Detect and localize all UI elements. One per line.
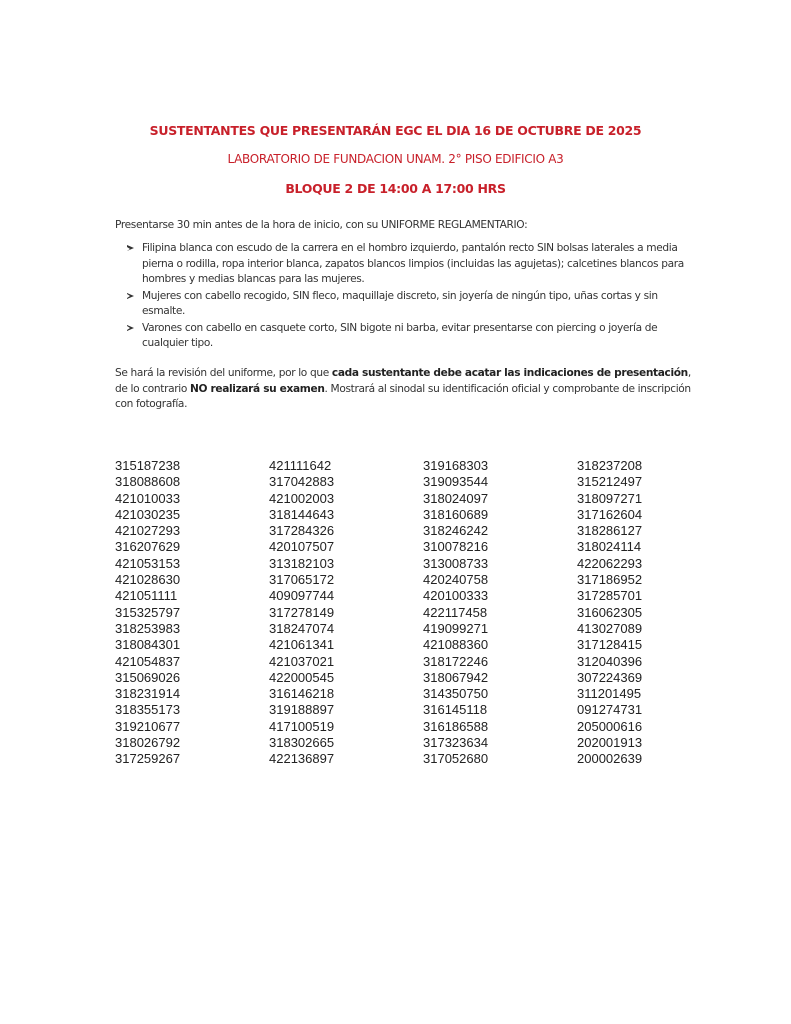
student-id: 318247074 bbox=[269, 620, 335, 636]
student-id: 421002003 bbox=[269, 490, 335, 506]
student-id: 409097744 bbox=[269, 588, 335, 604]
student-id: 318355173 bbox=[115, 702, 181, 718]
student-id: 421088360 bbox=[423, 637, 489, 653]
student-id: 421030235 bbox=[115, 506, 181, 522]
document-title: SUSTENTANTES QUE PRESENTARÁN EGC EL DIA 16 DE OCTUBRE DE 2025 bbox=[149, 123, 642, 138]
student-id: 318172246 bbox=[423, 653, 489, 669]
student-id: 318286127 bbox=[577, 523, 643, 539]
student-id: 315212497 bbox=[577, 474, 643, 490]
student-id-list bbox=[115, 458, 695, 768]
rule-item bbox=[115, 241, 695, 288]
student-id: 421028630 bbox=[115, 572, 181, 588]
student-id: 319093544 bbox=[423, 474, 489, 490]
student-id: 317186952 bbox=[577, 572, 643, 588]
student-id: 319188897 bbox=[269, 702, 335, 718]
student-id: 317128415 bbox=[577, 637, 643, 653]
student-id: 314350750 bbox=[423, 686, 489, 702]
student-id: 421053153 bbox=[115, 555, 181, 571]
rule-item bbox=[115, 289, 695, 320]
student-id: 316146218 bbox=[269, 686, 335, 702]
rule-item bbox=[115, 321, 695, 352]
student-id: 318024097 bbox=[423, 490, 489, 506]
student-id: 318026792 bbox=[115, 735, 181, 751]
student-id: 315069026 bbox=[115, 669, 181, 685]
student-id: 316207629 bbox=[115, 539, 181, 555]
student-id: 318237208 bbox=[577, 458, 643, 473]
student-id: 318088608 bbox=[115, 474, 181, 490]
notice-text: , de lo contrario bbox=[115, 367, 691, 395]
rule-text: Varones con cabello en casquete corto, SIN bigote ni barba, evitar presentarse con piercing o joyería de cualquier tipo. bbox=[142, 321, 658, 349]
uniform-notice bbox=[115, 366, 695, 413]
student-id: 421111642 bbox=[269, 458, 332, 473]
student-id: 317323634 bbox=[423, 735, 489, 751]
student-id: 318144643 bbox=[269, 506, 335, 522]
student-id: 420100333 bbox=[423, 588, 489, 604]
student-id: 316145118 bbox=[423, 702, 488, 718]
student-id: 317285701 bbox=[577, 588, 643, 604]
student-id: 317278149 bbox=[269, 604, 335, 620]
instructions-intro: Presentarse 30 min antes de la hora de inicio, con su UNIFORME REGLAMENTARIO: bbox=[115, 219, 528, 231]
student-id: 318302665 bbox=[269, 735, 335, 751]
student-id: 200002639 bbox=[577, 751, 643, 767]
student-id: 422117458 bbox=[423, 604, 488, 620]
student-id: 422000545 bbox=[269, 669, 335, 685]
rule-text: Mujeres con cabello recogido, SIN fleco, maquillaje discreto, sin joyería de ningún tipo, uñas cortas y sin esmalte. bbox=[142, 289, 658, 317]
student-id: 319210677 bbox=[115, 718, 181, 734]
student-id: 422062293 bbox=[577, 555, 643, 571]
student-id: 421027293 bbox=[115, 523, 181, 539]
student-id: 316186588 bbox=[423, 718, 489, 734]
exam-block-schedule: BLOQUE 2 DE 14:00 A 17:00 HRS bbox=[285, 181, 506, 196]
student-id: 318253983 bbox=[115, 620, 181, 636]
student-id: 205000616 bbox=[577, 718, 643, 734]
student-id: 317259267 bbox=[115, 751, 181, 767]
uniform-rules-list bbox=[115, 241, 695, 353]
student-id: 317065172 bbox=[269, 572, 335, 588]
student-id: 421054837 bbox=[115, 653, 181, 669]
student-id: 318246242 bbox=[423, 523, 489, 539]
student-id: 420240758 bbox=[423, 572, 489, 588]
arrowhead-bullet-icon bbox=[127, 241, 135, 262]
student-id: 422136897 bbox=[269, 751, 335, 767]
student-id: 202001913 bbox=[577, 735, 643, 751]
student-id: 318160689 bbox=[423, 506, 489, 522]
notice-emphasis: cada sustentante debe acatar las indicaciones de presentación bbox=[331, 367, 688, 379]
exam-location: LABORATORIO DE FUNDACION UNAM. 2° PISO EDIFICIO A3 bbox=[227, 152, 564, 166]
student-id: 421061341 bbox=[269, 637, 335, 653]
student-id: 417100519 bbox=[269, 718, 335, 734]
student-id: 315187238 bbox=[115, 458, 181, 473]
student-id: 317284326 bbox=[269, 523, 335, 539]
student-id: 311201495 bbox=[577, 686, 642, 702]
student-id: 419099271 bbox=[423, 620, 489, 636]
student-id: 317052680 bbox=[423, 751, 489, 767]
arrowhead-bullet-icon bbox=[127, 321, 135, 342]
student-id: 319168303 bbox=[423, 458, 489, 473]
student-id: 318231914 bbox=[115, 686, 181, 702]
student-id: 318097271 bbox=[577, 490, 643, 506]
student-id: 312040396 bbox=[577, 653, 643, 669]
student-id: 091274731 bbox=[577, 702, 643, 718]
notice-text: . Mostrará al sinodal su identificación oficial y comprobante de inscripción con fotografía. bbox=[115, 382, 691, 410]
student-id: 421037021 bbox=[269, 653, 335, 669]
student-id: 413027089 bbox=[577, 620, 643, 636]
student-id: 421051111 bbox=[115, 588, 178, 604]
student-id: 318084301 bbox=[115, 637, 181, 653]
student-id: 315325797 bbox=[115, 604, 181, 620]
arrowhead-bullet-icon bbox=[127, 289, 135, 310]
student-id: 310078216 bbox=[423, 539, 489, 555]
student-id: 318067942 bbox=[423, 669, 489, 685]
notice-text: Se hará la revisión del uniforme, por lo que bbox=[115, 367, 332, 379]
student-id: 307224369 bbox=[577, 669, 643, 685]
student-id: 317162604 bbox=[577, 506, 643, 522]
student-id: 316062305 bbox=[577, 604, 643, 620]
student-id: 313182103 bbox=[269, 555, 335, 571]
notice-warning: NO realizará su examen bbox=[189, 382, 325, 395]
student-id: 313008733 bbox=[423, 555, 489, 571]
student-id: 317042883 bbox=[269, 474, 335, 490]
student-id: 421010033 bbox=[115, 490, 181, 506]
student-id: 318024114 bbox=[577, 539, 642, 555]
student-id: 420107507 bbox=[269, 539, 335, 555]
rule-text: Filipina blanca con escudo de la carrera en el hombro izquierdo, pantalón recto SIN bolsas laterales a media pierna o rodilla, ropa interior blanca, zapatos blancos limpios (incluidas las agujetas); calcetines blancos para hombres y medias blancas para las mujeres. bbox=[142, 242, 684, 285]
